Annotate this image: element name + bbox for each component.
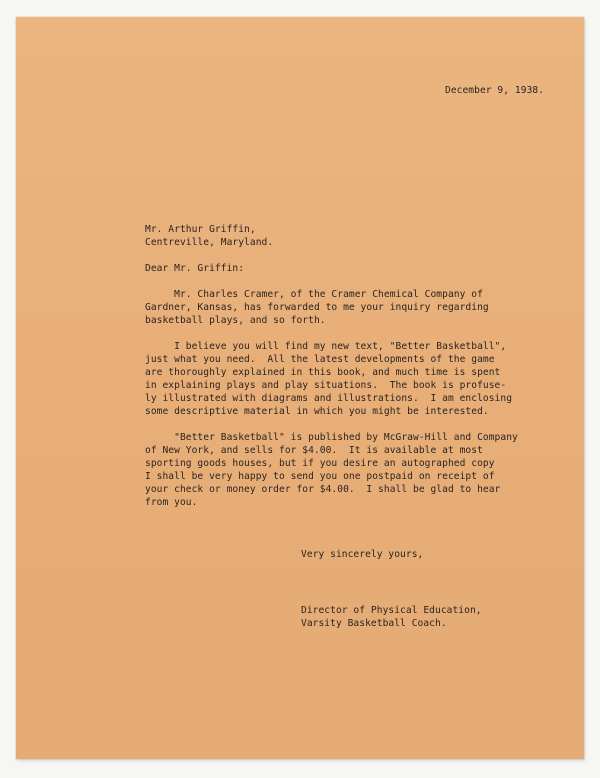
recipient-address: Centreville, Maryland. (145, 237, 274, 248)
signature-title-2: Varsity Basketball Coach. (301, 618, 447, 629)
paragraph-1-line-3: basketball plays, and so forth. (145, 315, 326, 326)
paragraph-3-line-2: of New York, and sells for $4.00. It is available at most (145, 445, 483, 456)
closing: Very sincerely yours, (301, 549, 424, 560)
paragraph-2-line-2: just what you need. All the latest developments of the game (145, 354, 495, 365)
paragraph-1-line-2: Gardner, Kansas, has forwarded to me your inquiry regarding (145, 302, 489, 313)
paragraph-3-line-5: your check or money order for $4.00. I shall be glad to hear (145, 484, 501, 495)
paragraph-3-line-4: I shall be very happy to send you one postpaid on receipt of (145, 471, 495, 482)
letter-page (16, 17, 584, 759)
paragraph-3-line-1: "Better Basketball" is published by McGraw-Hill and Company (145, 432, 518, 443)
paragraph-2-line-6: some descriptive material in which you might be interested. (145, 406, 489, 417)
paragraph-2-line-5: ly illustrated with diagrams and illustrations. I am enclosing (145, 393, 513, 404)
paragraph-3-line-6: from you. (145, 497, 198, 508)
paragraph-2-line-3: are thoroughly explained in this book, and much time is spent (145, 367, 501, 378)
paragraph-2-line-4: in explaining plays and play situations. The book is profuse- (145, 380, 507, 391)
letter-date: December 9, 1938. (445, 85, 545, 96)
paragraph-3-line-3: sporting goods houses, but if you desire an autographed copy (145, 458, 495, 469)
recipient-name: Mr. Arthur Griffin, (145, 224, 256, 235)
paragraph-1-line-1: Mr. Charles Cramer, of the Cramer Chemical Company of (145, 289, 483, 300)
salutation: Dear Mr. Griffin: (145, 263, 245, 274)
paragraph-2-line-1: I believe you will find my new text, "Better Basketball", (145, 341, 507, 352)
signature-title-1: Director of Physical Education, (301, 605, 482, 616)
